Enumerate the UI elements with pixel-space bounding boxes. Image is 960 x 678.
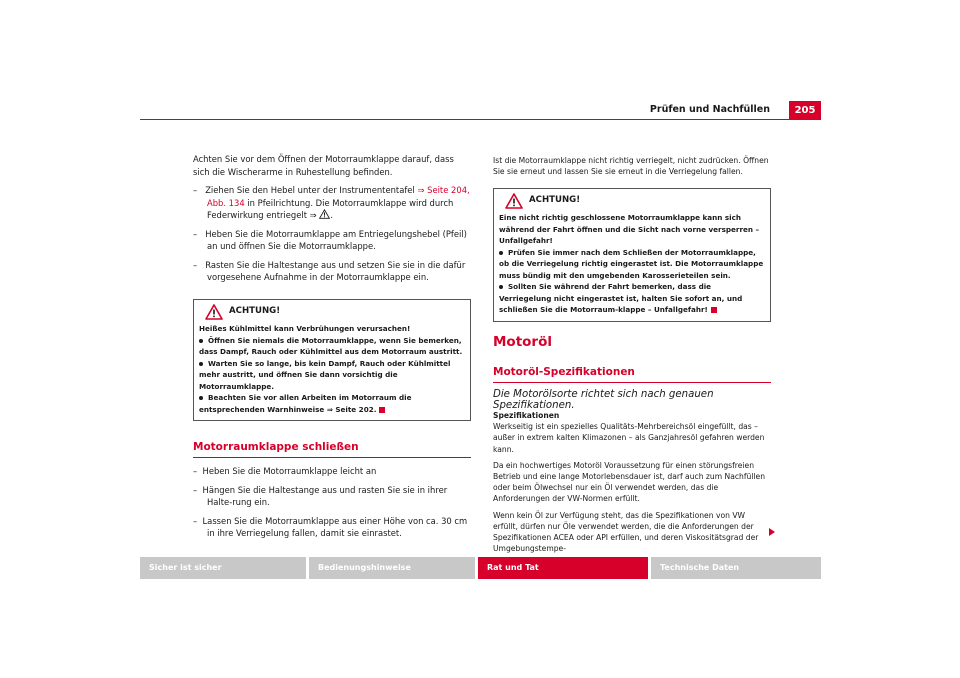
body-paragraph: Wenn kein Öl zur Verfügung steht, das die Spezifikationen von VW erfüllt, dürfen nur Öle verwendet werden, die die Anforderungen der Spezifikationen ACEA oder API erfüllen, und deren Viskositätsgrad der Umgebungstempe- [493,510,759,554]
spec-heading: Spezifikationen [493,411,560,420]
warning-bullet-text: Warten Sie so lange, bis kein Dampf, Rauch oder Kühlmittel mehr austritt, und öffnen Sie dann vorsichtig die Motorraumklappe. [199,358,451,391]
warning-title: ACHTUNG! [529,195,581,206]
step-item [193,228,471,253]
bullet-icon [199,362,203,366]
left-column [193,153,471,290]
section-subtitle: Die Motorölsorte richtet sich nach genauen Spezifikationen. [493,389,714,411]
bullet-icon [199,339,203,343]
step-text: Lassen Sie die Motorraumklappe aus einer Höhe von ca. 30 cm in ihre Verriegelung fallen, damit sie einrastet. [202,515,468,538]
warning-bullet [199,358,465,393]
warning-intro: Heißes Kühlmittel kann Verbrühungen verursachen! [199,324,411,333]
footer-tab-technische-daten[interactable] [651,557,821,579]
continue-arrow-icon[interactable] [767,527,777,537]
section-title: Motorraumklappe schließen [193,441,471,458]
footer-tab-label: Rat und Tat [487,563,539,572]
end-of-section-icon [379,407,385,413]
page-number: 205 [789,101,821,120]
reference-arrow[interactable]: ⇒ [326,404,333,414]
bullet-icon [199,396,203,400]
page-reference-link[interactable]: Seite 202. [335,404,377,414]
dash: – [193,228,198,239]
step-item [193,515,471,540]
dash: – [193,259,198,270]
warning-title: ACHTUNG! [229,306,281,317]
dash: – [193,466,198,476]
bullet-icon [499,251,503,255]
page-header-title: Prüfen und Nachfüllen [649,104,770,115]
step-text: in Pfeilrichtung. Die Motorraumklappe wird durch Federwirkung entriegelt ⇒ [207,197,454,220]
spec-body [493,410,771,559]
section-title: Motoröl-Spezifikationen [493,366,771,383]
dash: – [193,185,198,195]
step-item [193,184,471,222]
warning-header [199,304,465,320]
header-rule [140,119,821,120]
footer-tab-label: Bedienungshinweise [318,563,411,572]
warning-triangle-icon [505,193,523,209]
step-text: Rasten Sie die Haltestange aus und setzen Sie sie in die dafür vorgesehene Aufnahme in der Motorraumklappe ein. [205,259,466,282]
warning-bullet [499,281,765,316]
end-of-section-icon [711,307,717,313]
dash: – [193,484,198,495]
close-steps [193,465,471,546]
page-reference-link[interactable]: Seite 204, Abb. 134 [207,185,470,208]
warning-bullet-text: Beachten Sie vor allen Arbeiten im Motorraum die entsprechenden Warnhinweise [199,393,412,414]
body-paragraph: Werkseitig ist ein spezielles Qualitäts-Mehrbereichsöl eingefüllt, das – außer in extrem kalten Klimazonen – als Ganzjahresöl gefahren werden kann. [493,422,765,454]
step-item [193,259,471,284]
warning-bullet-text: Sollten Sie während der Fahrt bemerken, dass die Verriegelung nicht eingerastet ist, halten Sie sofort an, und schließen Sie die Motorraum-klappe – Unfallgefahr! [499,282,743,314]
chapter-title: Motoröl [493,334,552,350]
warning-bullet [499,247,765,282]
warning-intro: Eine nicht richtig geschlossene Motorraumklappe kann sich während der Fahrt öffnen und die Sicht nach vorne versperren – Unfallgefahr! [499,213,760,245]
bullet-icon [499,285,503,289]
warning-bullet-text: Öffnen Sie niemals die Motorraumklappe, wenn Sie bemerken, dass Dampf, Rauch oder Kühlmittel aus dem Motorraum austritt. [199,335,463,356]
warning-triangle-icon [205,304,223,320]
warning-triangle-icon [319,209,330,219]
step-item [193,465,471,478]
reference-arrow[interactable]: ⇒ [417,185,425,195]
step-text: Heben Sie die Motorraumklappe leicht an [202,466,377,476]
step-text: Ziehen Sie den Hebel unter der Instrumententafel [205,185,415,195]
dash: – [193,515,198,526]
right-intro: Ist die Motorraumklappe nicht richtig verriegelt, nicht zudrücken. Öffnen Sie sie erneut und lassen Sie sie erneut in die Verriegelung fallen. [493,156,769,177]
warning-bullet [199,335,465,358]
warning-box [193,299,471,421]
warning-box [493,188,771,322]
footer-tab-label: Sicher ist sicher [149,563,222,572]
footer-tab-rat-und-tat[interactable] [478,557,648,579]
step-item [193,484,471,509]
warning-header [499,193,765,209]
step-text: Heben Sie die Motorraumklappe am Entriegelungshebel (Pfeil) an und öffnen Sie die Motorraumklappe. [205,228,467,251]
step-end: . [330,210,333,220]
warning-bullet [199,392,465,415]
warning-bullet-text: Prüfen Sie immer nach dem Schließen der Motorraumklappe, ob die Verriegelung richtig eingerastet ist. Die Motorraumklappe muss bündig mit den umgebenden Karosserieteilen sein. [499,247,764,280]
footer-tab-bedienung[interactable] [309,557,475,579]
intro-paragraph: Achten Sie vor dem Öffnen der Motorraumklappe darauf, dass sich die Wischerarme in Ruhestellung befinden. [193,154,454,177]
body-paragraph: Da ein hochwertiges Motoröl Voraussetzung für einen störungsfreien Betrieb und eine lange Motorlebensdauer ist, darf auch zum Nachfüllen oder beim Ölwechsel nur ein Öl verwendet werden, das die Anforderungen der VW-Normen erfüllt. [493,460,766,504]
footer-tab-sicher[interactable] [140,557,306,579]
step-text: Hängen Sie die Haltestange aus und rasten Sie sie in ihrer Halte-rung ein. [202,484,448,507]
footer-tab-label: Technische Daten [660,563,740,572]
